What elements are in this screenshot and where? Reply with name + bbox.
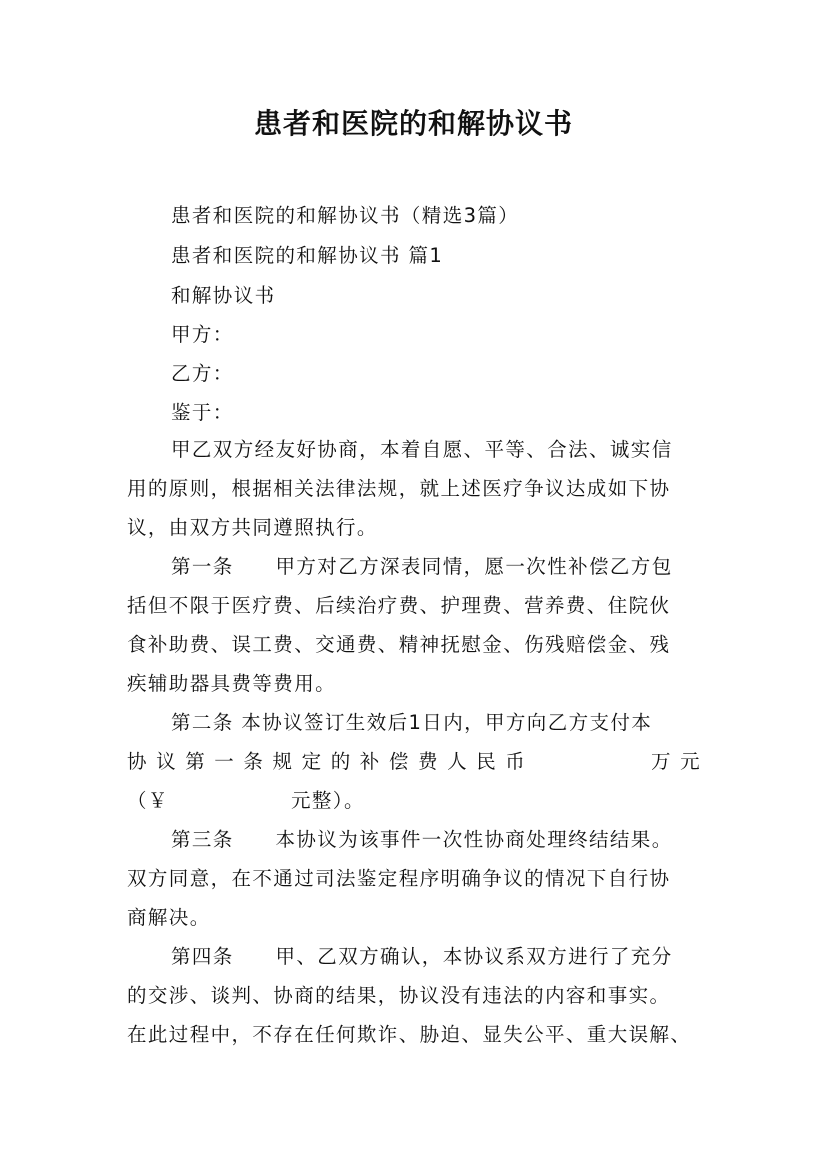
clause-two-line: 第二条 本协议签订生效后1日内，甲方向乙方支付本 [171, 711, 653, 734]
article-heading: 患者和医院的和解协议书 篇1 [171, 244, 444, 267]
party-b-label: 乙方： [171, 362, 234, 385]
clause-three-line: 商解决。 [127, 906, 211, 929]
clause-one-line: 括但不限于医疗费、后续治疗费、护理费、营养费、住院伙 [127, 594, 671, 617]
clause-one-line: 疾辅助器具费等费用。 [127, 672, 337, 695]
amount-symbol: （￥ [127, 789, 169, 812]
agreement-heading: 和解协议书 [171, 284, 276, 307]
collection-heading: 患者和医院的和解协议书（精选3篇） [171, 204, 520, 227]
clause-three-line: 第三条 本协议为该事件一次性协商处理终结结果。 [171, 828, 673, 851]
paragraph-line: 甲乙双方经友好协商，本着自愿、平等、合法、诚实信 [171, 438, 673, 461]
paragraph-line: 用的原则，根据相关法律法规，就上述医疗争议达成如下协 [127, 477, 671, 500]
clause-four-line: 的交涉、谈判、协商的结果，协议没有违法的内容和事实。 [127, 984, 671, 1007]
document-title: 患者和医院的和解协议书 [253, 107, 573, 140]
clause-one-line: 第一条 甲方对乙方深表同情，愿一次性补偿乙方包 [171, 555, 673, 578]
amount-suffix: 元整）。 [291, 789, 365, 812]
clause-one-line: 食补助费、误工费、交通费、精神抚慰金、伤残赔偿金、残 [127, 633, 671, 656]
paragraph-line: 议，由双方共同遵照执行。 [127, 516, 378, 539]
clause-two-line: 协议第一条规定的补偿费人民币 [127, 750, 535, 773]
amount-unit: 万元 [651, 750, 710, 773]
whereas-label: 鉴于： [171, 401, 234, 424]
clause-four-line: 第四条 甲、乙双方确认，本协议系双方进行了充分 [171, 945, 673, 968]
party-a-label: 甲方： [171, 323, 234, 346]
clause-three-line: 双方同意，在不通过司法鉴定程序明确争议的情况下自行协 [127, 867, 671, 890]
clause-four-line: 在此过程中，不存在任何欺诈、胁迫、显失公平、重大误解、 [127, 1023, 692, 1046]
